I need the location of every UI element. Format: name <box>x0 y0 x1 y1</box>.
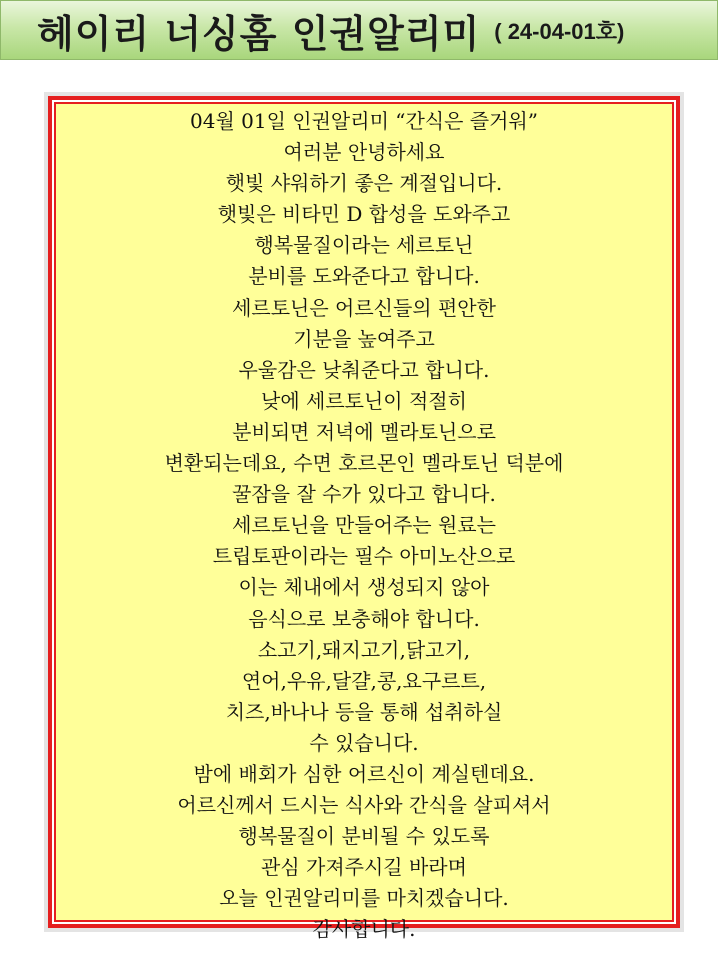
notice-line: 밤에 배회가 심한 어르신이 계실텐데요. <box>193 761 535 786</box>
notice-frame <box>48 96 680 942</box>
notice-text-block <box>54 102 674 942</box>
notice-line: 우울감은 낮춰준다고 합니다. <box>238 357 490 382</box>
notice-line: 세르토닌을 만들어주는 원료는 <box>232 513 496 538</box>
notice-line: 변환되는데요, 수면 호르몬인 멜라토닌 덕분에 <box>164 451 564 476</box>
notice-line: 꿀잠을 잘 수가 있다고 합니다. <box>232 482 496 507</box>
notice-line: 행복물질이 분비될 수 있도록 <box>238 824 490 849</box>
title-bar <box>0 0 718 60</box>
notice-line: 분비되면 저녁에 멜라토닌으로 <box>232 419 496 444</box>
notice-line: 04월 01일 인권알리미 “간식은 즐거워” <box>190 109 538 133</box>
notice-panel <box>44 92 684 942</box>
notice-line: 소고기,돼지고기,닭고기, <box>257 637 471 662</box>
notice-line: 낮에 세르토닌이 적절히 <box>261 388 467 413</box>
notice-line: 여러분 안녕하세요 <box>283 140 445 165</box>
notice-line: 관심 가져주시길 바라며 <box>261 855 467 880</box>
notice-line: 감사합니다. <box>312 917 416 942</box>
notice-line: 오늘 인권알리미를 마치겠습니다. <box>219 886 509 911</box>
notice-line: 분비를 도와준다고 합니다. <box>248 264 480 289</box>
issue-number: ( 24-04-01호) <box>494 18 625 44</box>
notice-line: 햇빛은 비타민 D 합성을 도와주고 <box>217 202 511 227</box>
notice-line: 어르신께서 드시는 식사와 간식을 살피셔서 <box>177 793 551 818</box>
notice-line: 기분을 높여주고 <box>293 326 435 351</box>
notice-line: 트립토판이라는 필수 아미노산으로 <box>212 544 516 569</box>
notice-line: 연어,우유,달걀,콩,요구르트, <box>241 668 487 693</box>
notice-line: 수 있습니다. <box>309 730 419 755</box>
notice-line: 이는 체내에서 생성되지 않아 <box>238 575 490 600</box>
notice-line: 햇빛 샤워하기 좋은 계절입니다. <box>225 171 503 196</box>
notice-line: 음식으로 보충해야 합니다. <box>248 606 480 631</box>
page-title: 헤이리 너싱홈 인권알리미 <box>37 11 481 56</box>
notice-line: 치즈,바나나 등을 통해 섭취하실 <box>225 699 503 724</box>
notice-line: 세르토닌은 어르신들의 편안한 <box>232 295 496 320</box>
notice-line: 행복물질이라는 세르토닌 <box>254 233 474 258</box>
